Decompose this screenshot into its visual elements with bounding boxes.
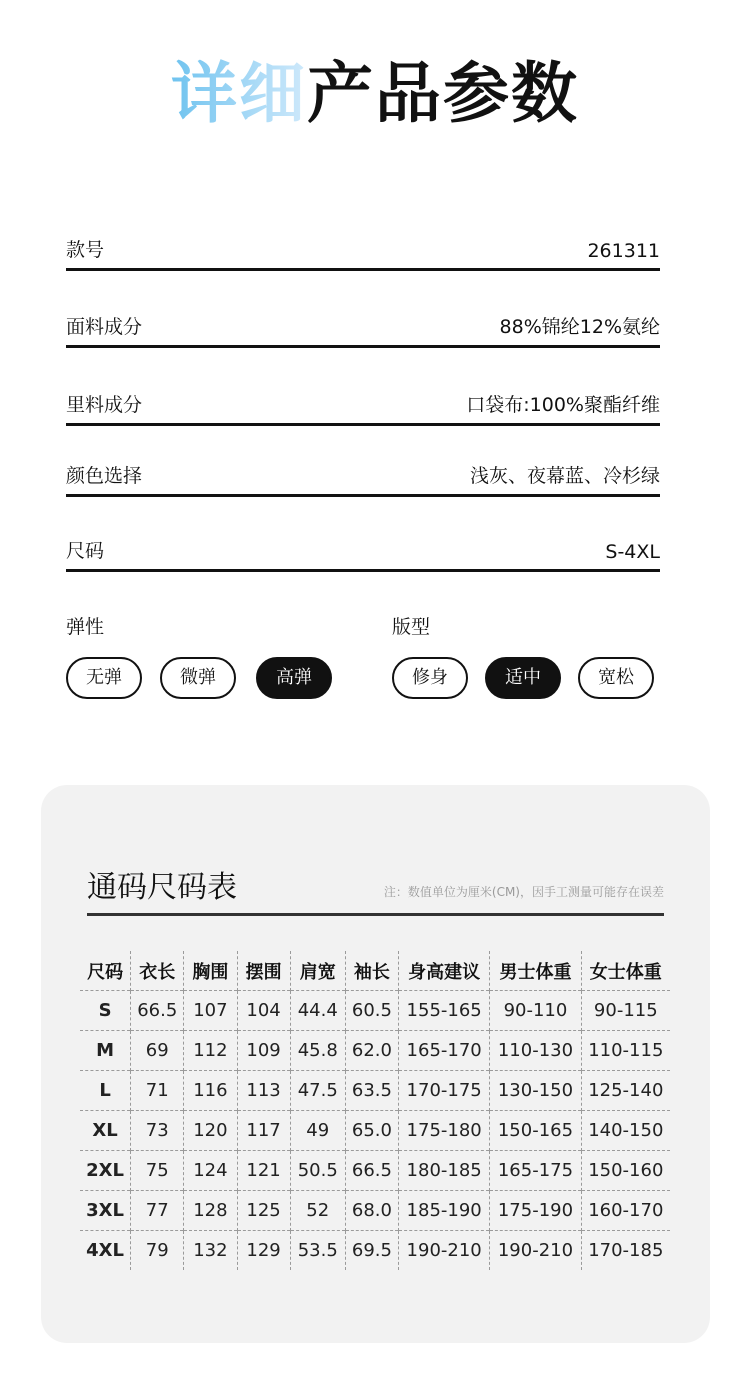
- size-table-size-cell: L: [80, 1071, 131, 1111]
- size-table-cell: 180-185: [399, 1151, 490, 1191]
- size-table-cell: 110-130: [490, 1031, 581, 1071]
- size-table-cell: 60.5: [345, 991, 398, 1031]
- size-table-row: [80, 991, 670, 1031]
- size-table-header-cell: 尺码: [87, 961, 124, 983]
- fit-option-loose: 宽松: [578, 657, 654, 699]
- size-table-cell: 140-150: [581, 1111, 670, 1151]
- size-table-cell: 109: [237, 1031, 290, 1071]
- page-title-rest: 产品参数: [307, 55, 579, 132]
- size-table-cell: 121: [237, 1151, 290, 1191]
- elasticity-option-none: 无弹: [66, 657, 142, 699]
- size-table-cell: 69: [131, 1031, 184, 1071]
- size-table-cell: 150-165: [490, 1111, 581, 1151]
- size-table-row: [80, 1071, 670, 1111]
- spec-value: 浅灰、夜幕蓝、冷杉绿: [469, 465, 660, 487]
- size-table-row: [80, 1111, 670, 1151]
- elasticity-option-high-selected: 高弹: [256, 657, 332, 699]
- size-table-cell: 66.5: [345, 1151, 398, 1191]
- size-table-header-cell: 肩宽: [290, 951, 345, 991]
- size-table-cell: 170-175: [399, 1071, 490, 1111]
- size-table-cell: 71: [131, 1071, 184, 1111]
- size-table-cell: 185-190: [399, 1191, 490, 1231]
- size-chart-title: 通码尺码表: [87, 870, 237, 905]
- size-table-cell: 125-140: [581, 1071, 670, 1111]
- size-table-header-cell: 衣长: [131, 951, 184, 991]
- size-table-cell: 45.8: [290, 1031, 345, 1071]
- size-table-cell: 128: [184, 1191, 237, 1231]
- size-table-size-cell: 3XL: [80, 1191, 131, 1231]
- fit-label: 版型: [392, 616, 431, 638]
- spec-value: 88%锦纶12%氨纶: [499, 316, 660, 338]
- size-table-cell: 79: [131, 1231, 184, 1271]
- size-table-header-cell: 女士体重: [581, 951, 670, 991]
- size-table-cell: 73: [131, 1111, 184, 1151]
- size-table-size-cell: 4XL: [80, 1231, 131, 1271]
- size-table-cell: 110-115: [581, 1031, 670, 1071]
- size-table-cell: 165-175: [490, 1151, 581, 1191]
- size-table-cell: 129: [237, 1231, 290, 1271]
- size-table-cell: 190-210: [490, 1231, 581, 1271]
- size-chart-note: 注：数值单位为厘米(CM)，因手工测量可能存在误差: [383, 885, 664, 899]
- size-table-cell: 90-110: [490, 991, 581, 1031]
- size-table-cell: 62.0: [345, 1031, 398, 1071]
- size-table-cell: 63.5: [345, 1071, 398, 1111]
- fit-option-slim: 修身: [392, 657, 468, 699]
- size-chart-divider: [87, 913, 664, 916]
- spec-value: S-4XL: [605, 541, 660, 563]
- size-table-cell: 50.5: [290, 1151, 345, 1191]
- size-table-header-cell: 摆围: [237, 951, 290, 991]
- size-table-cell: 190-210: [399, 1231, 490, 1271]
- size-table-header-cell: 身高建议: [399, 951, 490, 991]
- spec-label: 款号: [66, 239, 105, 261]
- spec-label: 面料成分: [66, 316, 143, 338]
- size-table: [80, 951, 670, 1270]
- size-table-cell: 66.5: [131, 991, 184, 1031]
- size-table-header-row: [80, 951, 670, 991]
- spec-value: 261311: [587, 240, 660, 262]
- size-table-cell: 52: [290, 1191, 345, 1231]
- size-table-cell: 77: [131, 1191, 184, 1231]
- spec-label: 里料成分: [66, 394, 143, 416]
- size-table-cell: 47.5: [290, 1071, 345, 1111]
- size-table-row: [80, 1191, 670, 1231]
- size-table-cell: 90-115: [581, 991, 670, 1031]
- spec-label: 尺码: [66, 540, 105, 562]
- fit-option-regular-selected: 适中: [485, 657, 561, 699]
- page-title-accent: 详细: [171, 55, 307, 132]
- spec-value: 口袋布:100%聚酯纤维: [466, 394, 660, 416]
- size-table-cell: 49: [290, 1111, 345, 1151]
- size-table-cell: 113: [237, 1071, 290, 1111]
- size-table-cell: 112: [184, 1031, 237, 1071]
- size-table-cell: 116: [184, 1071, 237, 1111]
- size-table-cell: 125: [237, 1191, 290, 1231]
- size-table-cell: 170-185: [581, 1231, 670, 1271]
- spec-row-lining: [66, 383, 660, 426]
- spec-label: 颜色选择: [66, 465, 143, 487]
- size-table-cell: 44.4: [290, 991, 345, 1031]
- size-table-cell: 107: [184, 991, 237, 1031]
- spec-row-sizes: [66, 529, 660, 572]
- size-table-cell: 120: [184, 1111, 237, 1151]
- size-table-size-cell: 2XL: [80, 1151, 131, 1191]
- size-table-cell: 150-160: [581, 1151, 670, 1191]
- size-table-size-cell: M: [80, 1031, 131, 1071]
- size-table-cell: 124: [184, 1151, 237, 1191]
- size-table-cell: 104: [237, 991, 290, 1031]
- size-table-cell: 53.5: [290, 1231, 345, 1271]
- size-table-header-cell: 男士体重: [490, 951, 581, 991]
- size-table-cell: 68.0: [345, 1191, 398, 1231]
- elasticity-label: 弹性: [66, 616, 105, 638]
- size-table-cell: 175-180: [399, 1111, 490, 1151]
- size-table-size-cell: XL: [80, 1111, 131, 1151]
- elasticity-option-slight: 微弹: [160, 657, 236, 699]
- size-table-row: [80, 1031, 670, 1071]
- page-title: [0, 54, 750, 134]
- spec-row-colors: [66, 454, 660, 497]
- size-table-cell: 175-190: [490, 1191, 581, 1231]
- size-table-cell: 165-170: [399, 1031, 490, 1071]
- size-table-size-cell: S: [80, 991, 131, 1031]
- size-table-cell: 117: [237, 1111, 290, 1151]
- size-table-cell: 65.0: [345, 1111, 398, 1151]
- spec-row-style-number: [66, 228, 660, 271]
- size-table-cell: 75: [131, 1151, 184, 1191]
- spec-row-fabric: [66, 305, 660, 348]
- size-table-cell: 130-150: [490, 1071, 581, 1111]
- size-table-cell: 69.5: [345, 1231, 398, 1271]
- size-table-cell: 155-165: [399, 991, 490, 1031]
- size-table-cell: 132: [184, 1231, 237, 1271]
- size-table-header-cell: 胸围: [184, 951, 237, 991]
- size-table-cell: 160-170: [581, 1191, 670, 1231]
- size-table-header-cell: 袖长: [345, 951, 398, 991]
- size-table-row: [80, 1231, 670, 1271]
- size-table-row: [80, 1151, 670, 1191]
